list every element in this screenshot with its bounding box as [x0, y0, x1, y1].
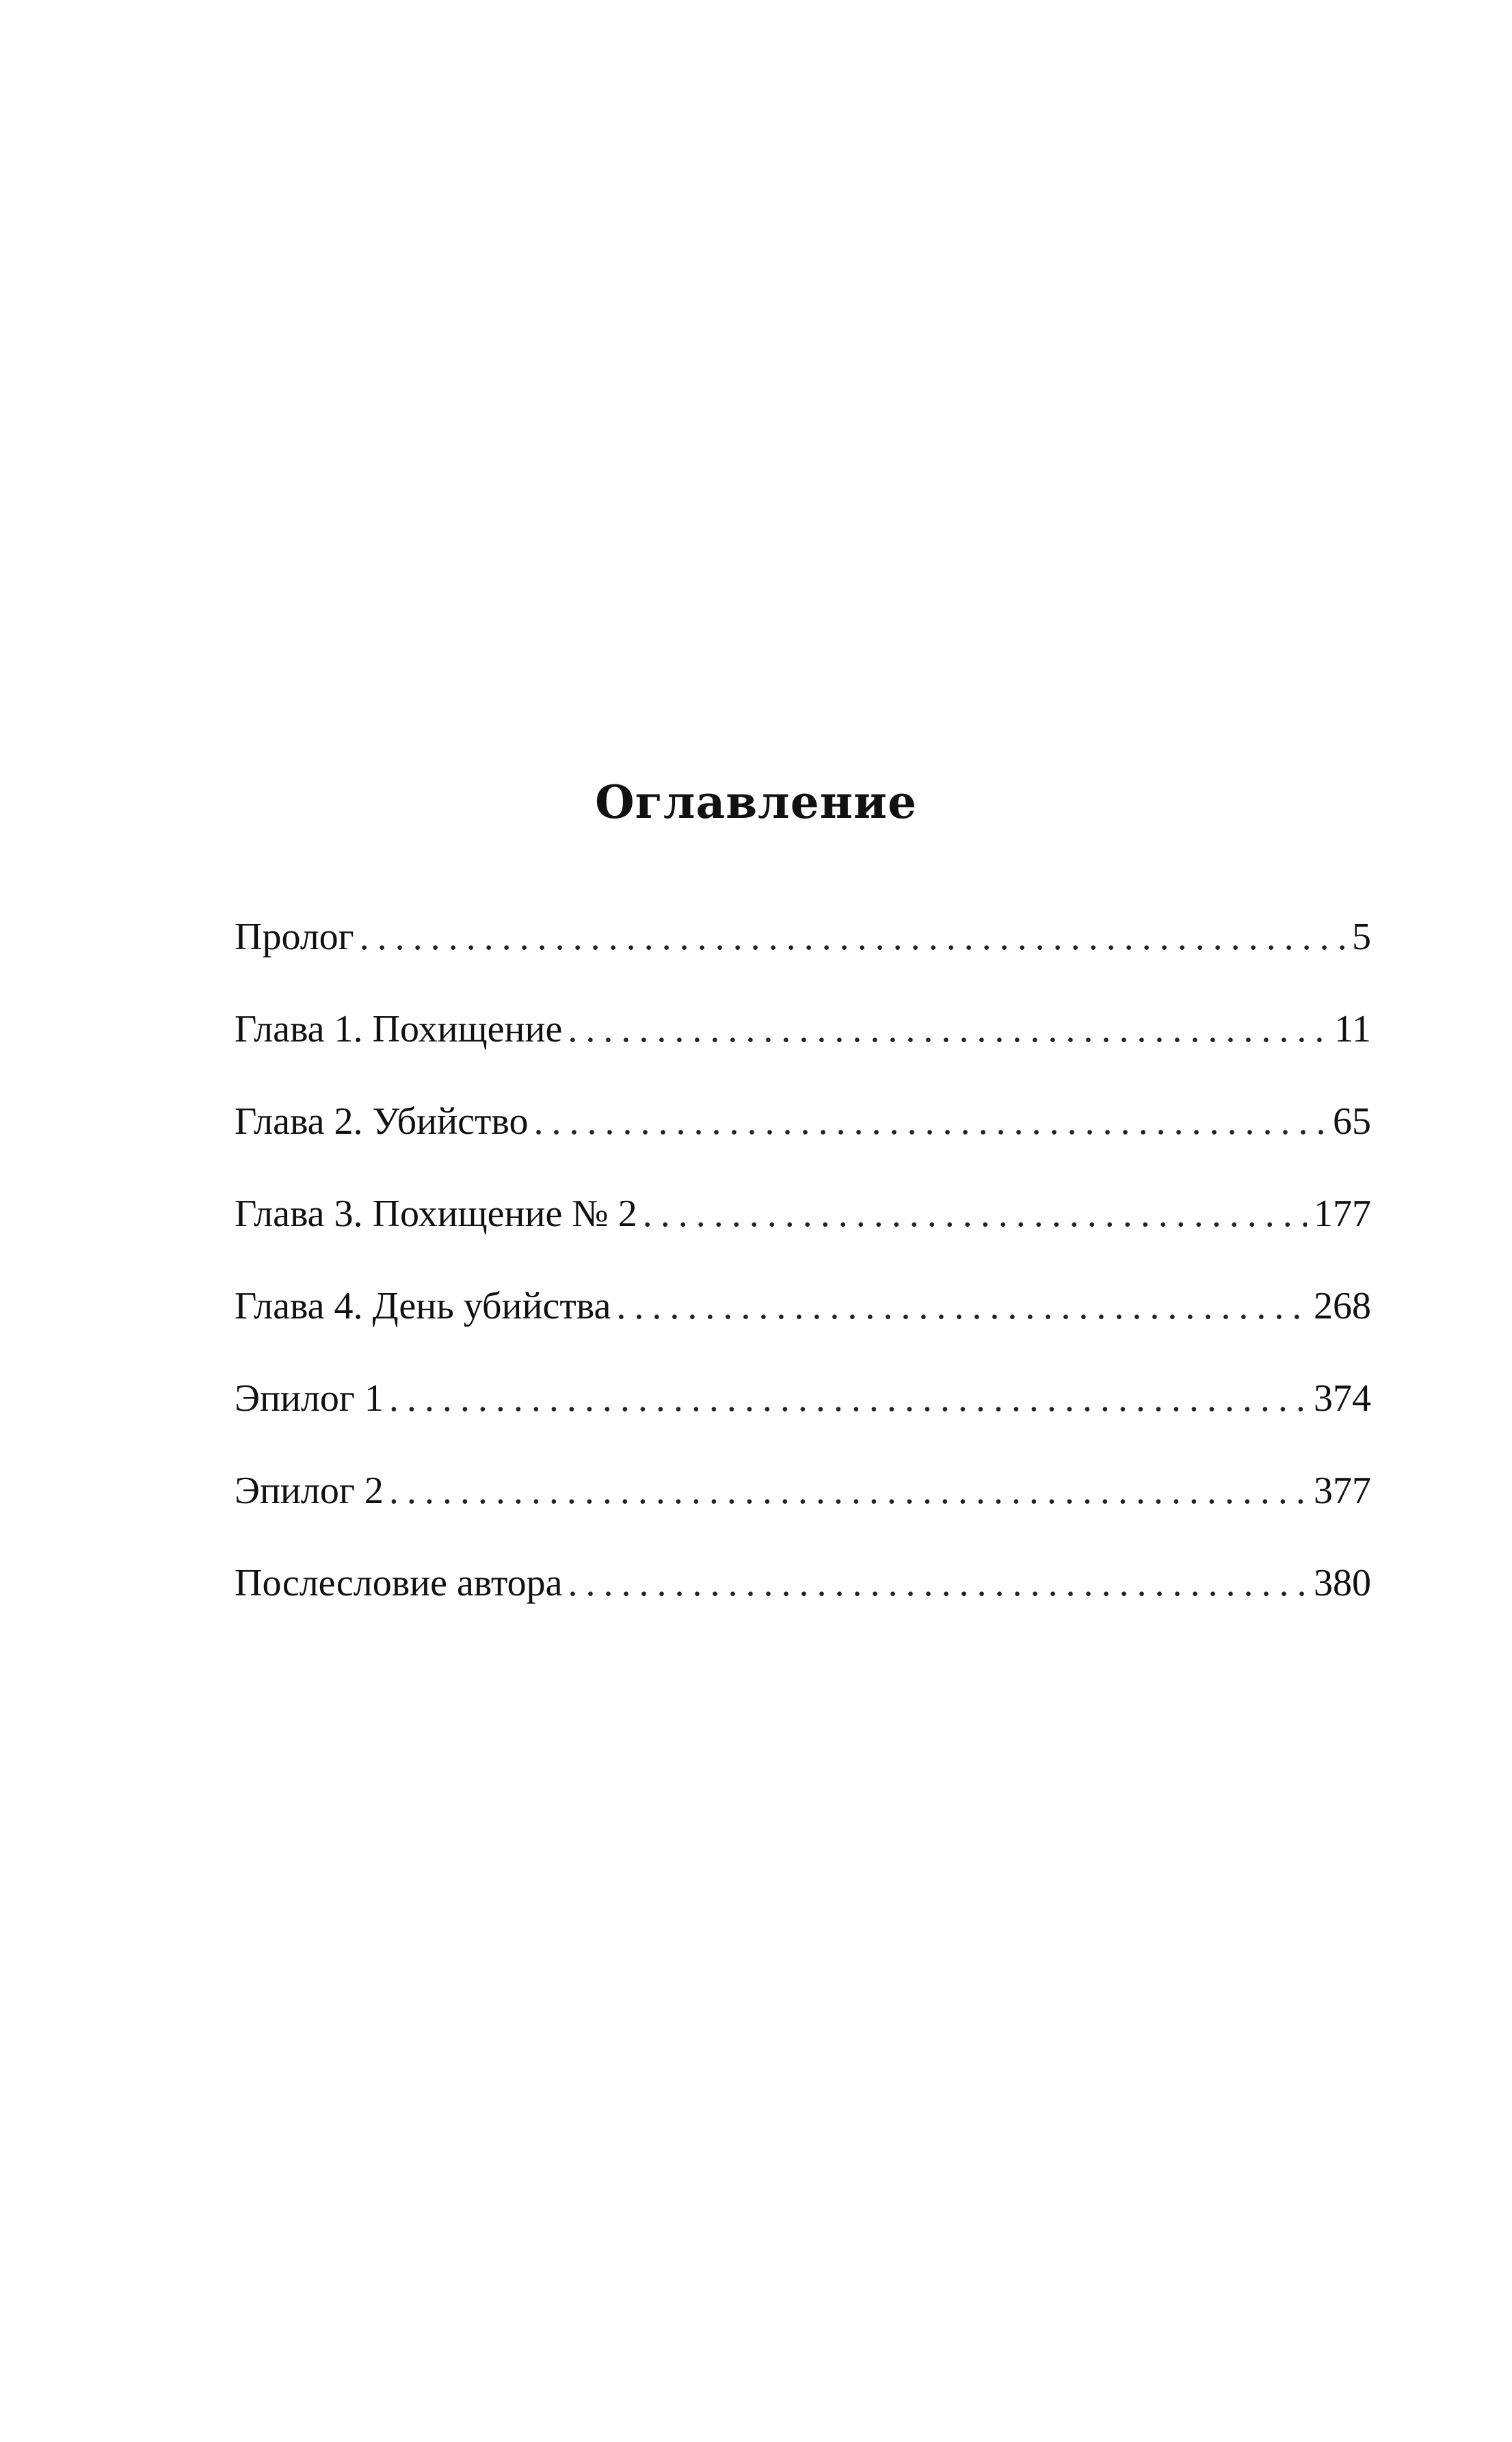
toc-entry-label: Эпилог 2 [235, 1470, 384, 1512]
toc-entry-page: 11 [1334, 1008, 1371, 1050]
toc-entry-label: Эпилог 1 [235, 1377, 384, 1420]
toc-entry [235, 1463, 1371, 1556]
toc-dot-leader [533, 1094, 1326, 1149]
toc-entry-label: Послесловие автора [235, 1562, 563, 1604]
toc-entry-page: 380 [1314, 1562, 1371, 1604]
toc-entry [235, 1556, 1371, 1648]
toc-entry-page: 268 [1314, 1285, 1371, 1327]
toc-entry-page: 177 [1314, 1193, 1371, 1235]
toc-dot-leader [389, 1463, 1307, 1518]
toc-entry-label: Глава 3. Похищение № 2 [235, 1193, 637, 1235]
toc-entry [235, 1371, 1371, 1463]
toc-entry-page: 377 [1314, 1470, 1371, 1512]
toc-entry-page: 374 [1314, 1377, 1371, 1420]
toc-entry-label: Глава 1. Похищение [235, 1008, 563, 1050]
toc-entry-page: 5 [1352, 916, 1371, 958]
toc-title: Оглавление [595, 775, 917, 829]
toc-entry [235, 1279, 1371, 1371]
toc-entry-label: Пролог [235, 916, 354, 958]
toc-list [235, 910, 1371, 1648]
toc-entry [235, 1094, 1371, 1186]
toc-dot-leader [568, 1556, 1307, 1610]
toc-entry [235, 1186, 1371, 1279]
toc-dot-leader [616, 1279, 1307, 1333]
toc-dot-leader [389, 1371, 1307, 1426]
toc-dot-leader [568, 1002, 1327, 1057]
toc-entry-label: Глава 4. День убийства [235, 1285, 611, 1327]
toc-entry-label: Глава 2. Убийство [235, 1100, 529, 1143]
toc-entry [235, 1002, 1371, 1094]
toc-entry [235, 910, 1371, 1002]
toc-entry-page: 65 [1333, 1100, 1371, 1143]
toc-dot-leader [643, 1186, 1307, 1241]
toc-dot-leader [360, 910, 1345, 964]
